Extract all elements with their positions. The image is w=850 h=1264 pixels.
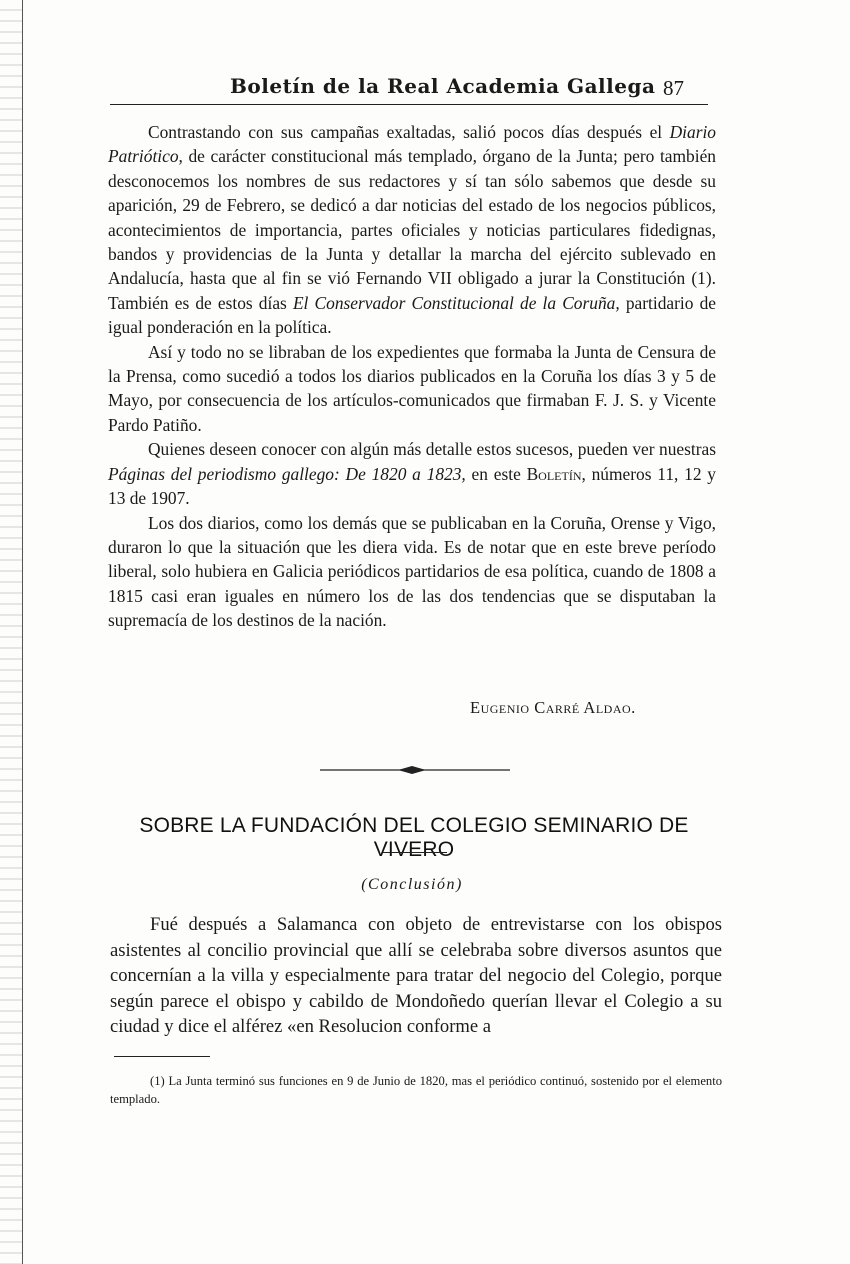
running-title: Boletín de la Real Academia Gallega [230,74,656,98]
article2-body [110,912,722,1040]
footnote-rule [114,1056,210,1057]
title-rule [383,852,447,853]
footnote [110,1072,722,1108]
page-binding-edge [0,0,23,1264]
page-number: 87 [663,76,684,100]
periodical-title: Diario Patriótico, [108,122,716,167]
text-run: de carácter constitucional más templado, órgano de la Junta; pero también desconocemos los nombres de sus redactores y sí tan sólo sabemos que desde su aparición, 29 de Febrero, se dedicó a dar noticias del estado de los negocios públicos, acontecimientos de importancia, partes oficiales y noticias particulares fidedignas, bandos y providencias de la Junta y detallar la marcha del ejército sublevado en Andalucía, hasta que al fin se vió Fernando VII obligado a jurar la Constitución (1). También es de estos días [108,146,716,313]
paragraph [108,437,716,510]
paragraph: Fué después a Salamanca con objeto de entrevistarse con los obispos asistentes al concilio provincial que allí se celebraba sobre diversos asuntos que concernían a la villa y especialmente para tratar del negocio del Colegio, porque según parece el obispo y cabildo de Mondoñedo querían llevar el Colegio a su ciudad y dice el alférez «en Resolucion conforme a [110,914,722,1038]
text-run: Contrastando con sus campañas exaltadas, salió pocos días después el [148,122,670,142]
journal-name: Boletín [526,463,582,484]
book-title: Páginas del periodismo gallego: De 1820 a 1823, [108,463,466,484]
text-run: , números 11, 12 y 13 de 1907. [108,463,717,509]
paragraph: Los dos diarios, como los demás que se publicaban en la Coruña, Orense y Vigo, duraron lo que la situación que les diera vida. Es de notar que en este breve período liberal, solo hubiera en Galicia periódicos partidarios de esa política, cuando de 1808 a 1815 casi eran iguales en número los de las dos tendencias que se disputaban la supremacía de los destinos de la nación. [108,512,716,631]
article-body [108,120,716,633]
text-run: Quienes deseen conocer con algún más detalle estos sucesos, pueden ver nuestras [148,439,716,460]
footnote-text: (1) La Junta terminó sus funciones en 9 de Junio de 1820, mas el periódico continuó, sostenido por el elemento templado. [110,1074,722,1106]
text-run: en este [465,463,527,484]
periodical-title: El Conservador Constitucional de la Coruña, [292,292,620,313]
paragraph: Así y todo no se libraban de los expedientes que formaba la Junta de Censura de la Prensa, como sucedió a todos los diarios publicados en la Coruña los días 3 y 5 de Mayo, por consecuencia de los artículos-comunicados que firmaban F. J. S. y Vicente Pardo Patiño. [108,341,716,435]
author-signature: Eugenio Carré Aldao. [470,698,636,717]
page-header [110,70,708,105]
text-run: partidario de igual ponderación en la política. [108,292,716,338]
section-ornament [320,764,510,776]
section-title: SOBRE LA FUNDACIÓN DEL COLEGIO SEMINARIO DE VIVERO [139,814,689,861]
section-subtitle: (Conclusión) [361,876,463,893]
paragraph [108,120,716,340]
